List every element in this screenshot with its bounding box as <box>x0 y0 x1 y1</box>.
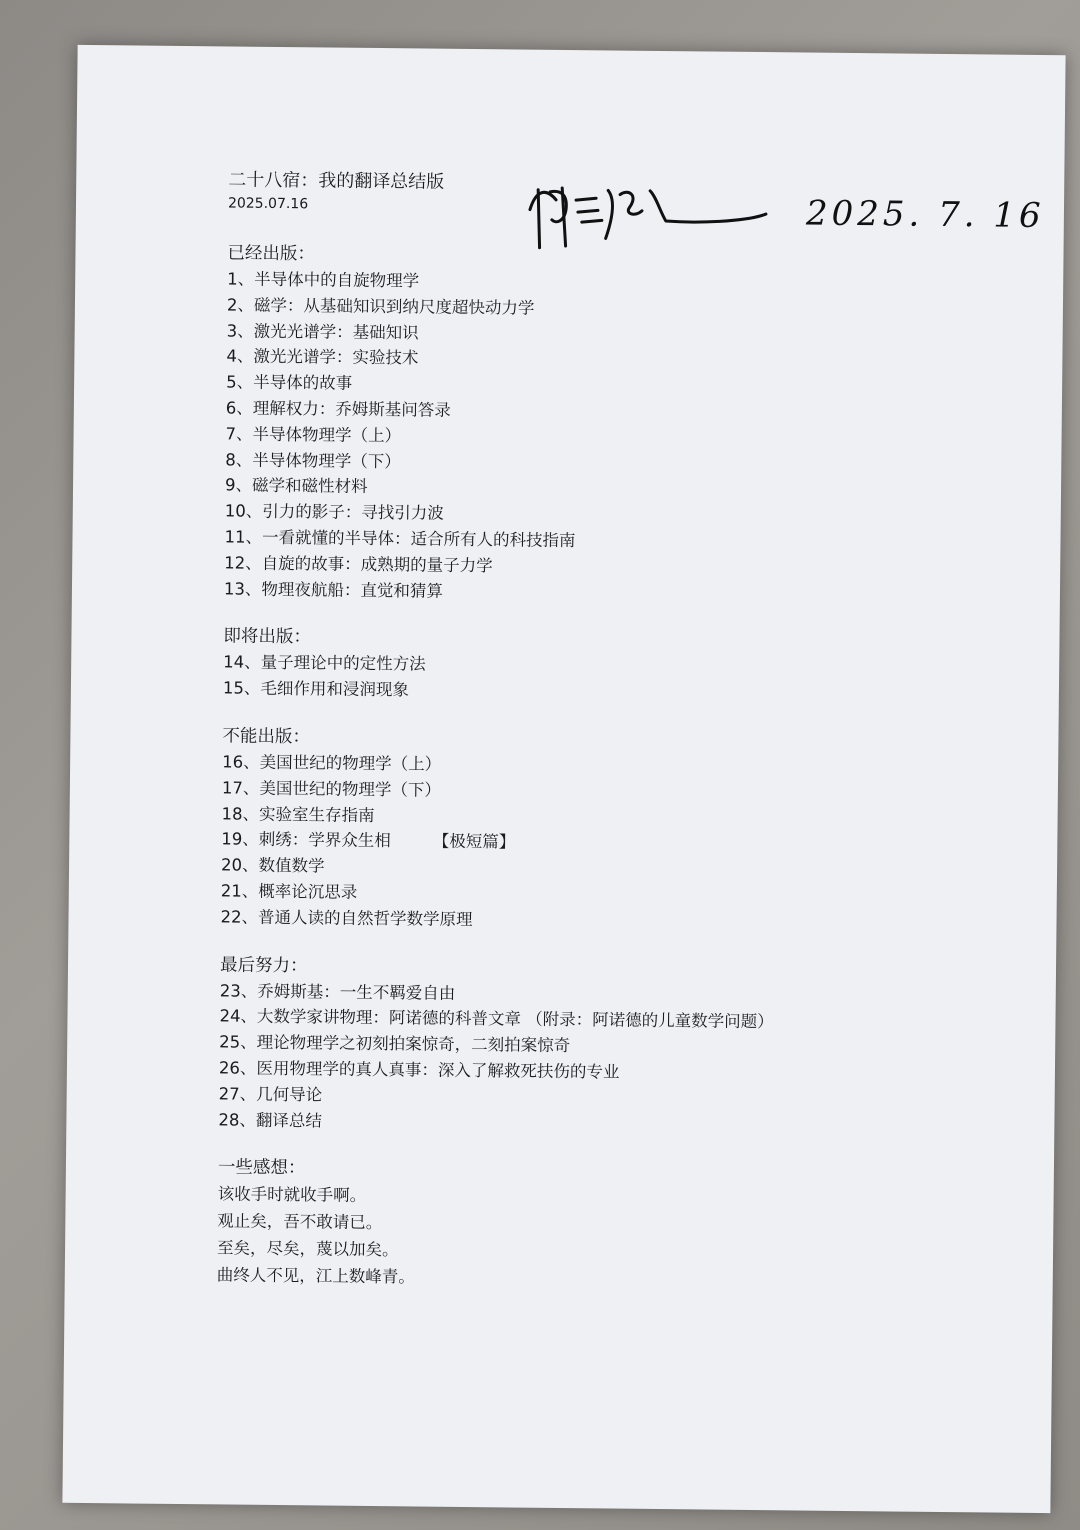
list-item: 23、乔姆斯基：一生不羁爱自由 <box>219 980 456 1003</box>
list-item: 2、磁学：从基础知识到纳尺度超快动力学 <box>226 295 535 318</box>
upcoming-list <box>223 650 983 710</box>
list-item: 12、自旋的故事：成熟期的量子力学 <box>224 553 493 576</box>
thought-line: 该收手时就收手啊。 <box>217 1184 367 1206</box>
list-item: 14、量子理论中的定性方法 <box>223 652 426 674</box>
list-item: 15、毛细作用和浸润现象 <box>222 678 410 700</box>
list-item: 27、几何导论 <box>218 1084 323 1105</box>
section-heading-upcoming: 即将出版： <box>223 626 312 648</box>
section-heading-thoughts: 一些感想： <box>217 1157 306 1179</box>
list-item: 21、概率论沉思录 <box>220 881 358 902</box>
list-item: 28、翻译总结 <box>218 1109 323 1130</box>
list-item: 7、半导体物理学（上） <box>225 424 402 446</box>
list-item: 24、大数学家讲物理：阿诺德的科普文章 （附录：阿诺德的儿童数学问题） <box>219 1006 774 1032</box>
paper-sheet <box>62 45 1065 1513</box>
thoughts-block <box>217 1181 978 1297</box>
short-piece-tag: 【极短篇】 <box>432 831 516 852</box>
list-item: 6、理解权力：乔姆斯基问答录 <box>225 398 451 420</box>
section-heading-final-effort: 最后努力： <box>219 954 308 976</box>
cannot-publish-list <box>220 749 982 938</box>
page-date: 2025.07.16 <box>227 195 309 213</box>
list-item: 22、普通人读的自然哲学数学原理 <box>220 907 473 929</box>
list-item: 20、数值数学 <box>220 855 325 876</box>
page-title: 二十八宿：我的翻译总结版 <box>228 169 445 193</box>
thought-line: 曲终人不见，江上数峰青。 <box>216 1265 415 1287</box>
document-body <box>217 168 989 1296</box>
list-item: 4、激光光谱学：实验技术 <box>226 346 419 368</box>
list-item: 16、美国世纪的物理学（上） <box>222 752 442 774</box>
list-item: 18、实验室生存指南 <box>221 803 375 825</box>
list-item: 17、美国世纪的物理学（下） <box>221 778 441 800</box>
list-item: 5、半导体的故事 <box>226 372 353 393</box>
signature-date: 2025. 7. 16 <box>805 193 1045 237</box>
section-heading-cannot-publish: 不能出版： <box>222 726 311 748</box>
list-item: 1、半导体中的自旋物理学 <box>227 269 420 291</box>
list-item: 10、引力的影子：寻找引力波 <box>224 501 444 523</box>
list-item: 3、激光光谱学：基础知识 <box>226 321 419 343</box>
thought-line: 至矣，尽矣，蔑以加矣。 <box>216 1238 399 1260</box>
thought-line: 观止矣，吾不敢请已。 <box>217 1211 383 1233</box>
published-list <box>224 266 987 609</box>
section-heading-published: 已经出版： <box>227 243 316 265</box>
list-item: 25、理论物理学之初刻拍案惊奇，二刻拍案惊奇 <box>219 1032 571 1056</box>
list-item: 13、物理夜航船：直觉和猜算 <box>223 578 444 601</box>
list-item: 11、一看就懂的半导体：适合所有人的科技指南 <box>224 527 576 551</box>
list-item: 8、半导体物理学（下） <box>225 450 401 471</box>
list-item: 26、医用物理学的真人真事：深入了解救死扶伤的专业 <box>218 1058 620 1082</box>
list-item-text: 19、刺绣：学界众生相 <box>221 829 391 851</box>
list-item: 9、磁学和磁性材料 <box>224 475 368 497</box>
final-effort-list <box>218 978 980 1141</box>
